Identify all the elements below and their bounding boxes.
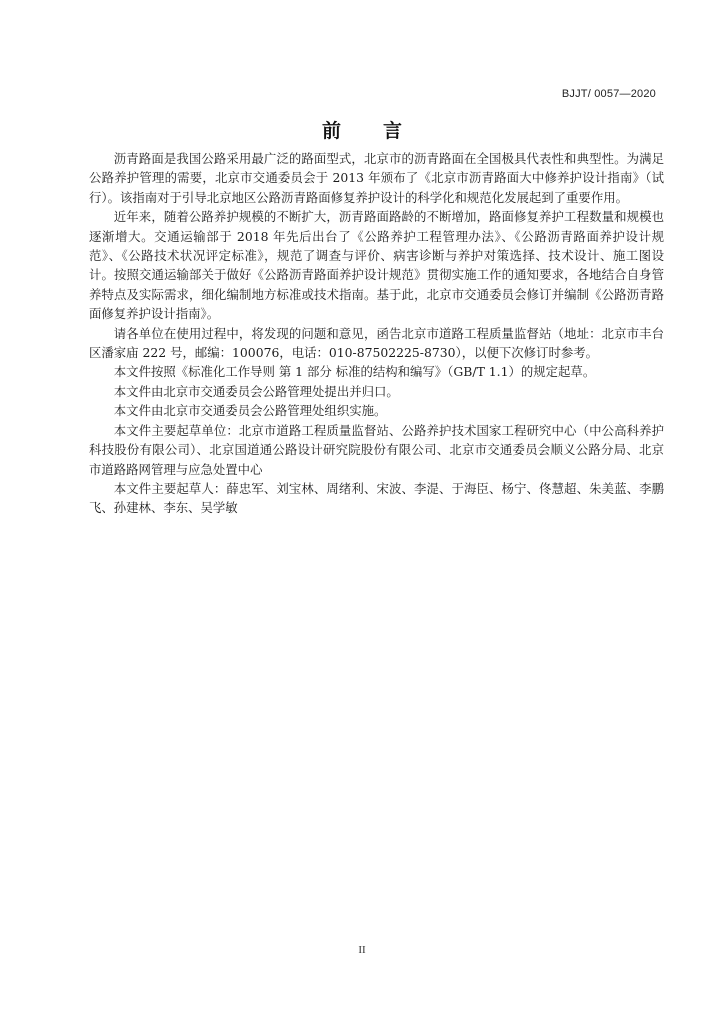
paragraph-intro: 沥青路面是我国公路采用最广泛的路面型式，北京市的沥青路面在全国极具代表性和典型性。为满足公路养护管理的需要，北京市交通委员会于 2013 年颁布了《北京市沥青路面大中修养护设计指南》（试行）。该指南对于引导北京地区公路沥青路面修复养护设计的科学化和规范化发展起到了重要作用。 xyxy=(89,151,664,205)
paragraph-proposer: 本文件由北京市交通委员会公路管理处提出并归口。 xyxy=(113,383,399,399)
document-header-code: BJJT/ 0057—2020 xyxy=(561,88,656,100)
paragraph-implementer: 本文件由北京市交通委员会公路管理处组织实施。 xyxy=(113,403,387,419)
paragraph-drafting-rule: 本文件按照《标准化工作导则 第 1 部分 标准的结构和编写》（GB/T 1.1）的规定起草。 xyxy=(113,364,596,380)
paragraph-feedback: 请各单位在使用过程中，将发现的问题和意见，函告北京市道路工程质量监督站（地址：北京市丰台区潘家庙 222 号，邮编：100076，电话：010-87502225-8730），以便下次修订时参考。 xyxy=(89,325,664,361)
paragraph-background: 近年来，随着公路养护规模的不断扩大，沥青路面路龄的不断增加，路面修复养护工程数量和规模也逐渐增大。交通运输部于 2018 年先后出台了《公路养护工程管理办法》、《公路沥青路面养护设计规范》、《公路技术状况评定标准》，规范了调查与评价、病害诊断与养护对策选择、技术设计、施工图设计。按照交通运输部关于做好《公路沥青路面养护设计规范》贯彻实施工作的通知要求，各地结合自身管养特点及实际需求，细化编制地方标准或技术指南。基于此，北京市交通委员会修订并编制《公路沥青路面修复养护设计指南》。 xyxy=(89,209,664,322)
document-body xyxy=(89,149,664,518)
page-title: 前言 xyxy=(321,120,444,142)
paragraph-drafters: 本文件主要起草人：薛忠军、刘宝林、周绪利、宋波、李湜、于海臣、杨宁、佟慧超、朱美蓝、李鹏飞、孙建林、李东、吴学敏 xyxy=(89,480,664,516)
page-number: II xyxy=(358,944,366,956)
paragraph-drafting-units: 本文件主要起草单位：北京市道路工程质量监督站、公路养护技术国家工程研究中心（中公高科养护科技股份有限公司）、北京国道通公路设计研究院股份有限公司、北京市交通委员会顺义公路分局、北京市道路路网管理与应急处置中心 xyxy=(89,422,664,477)
